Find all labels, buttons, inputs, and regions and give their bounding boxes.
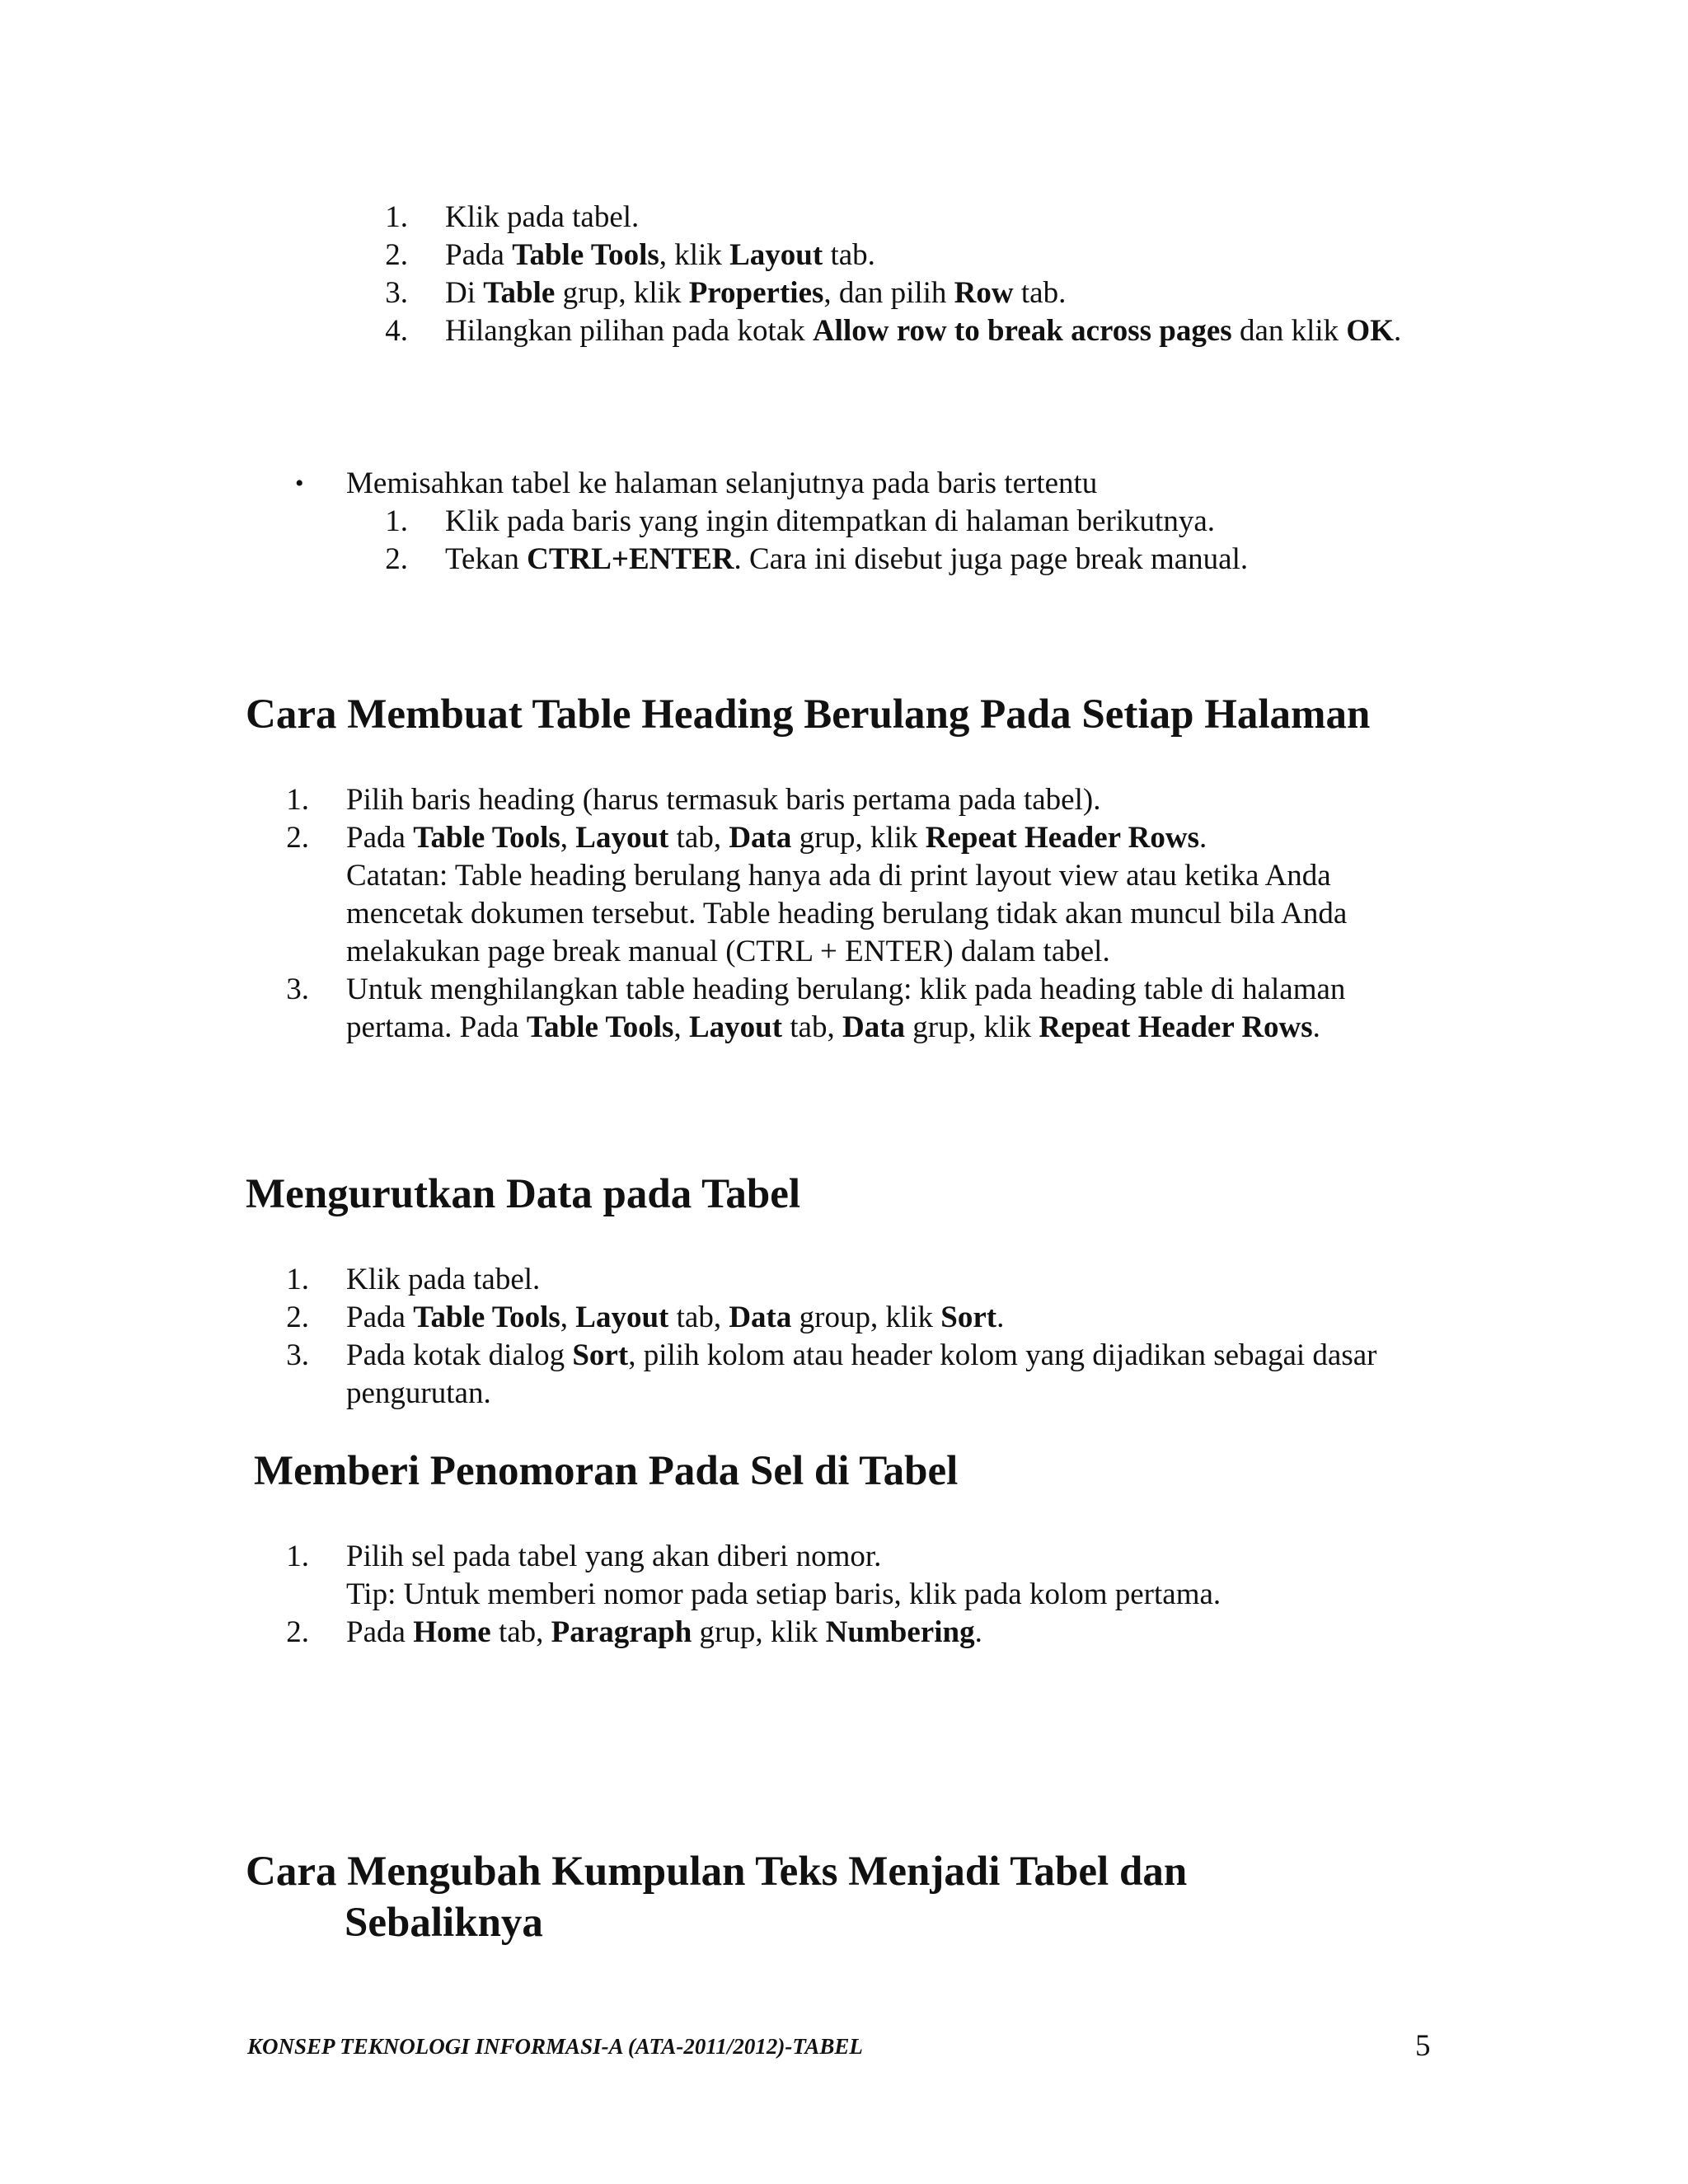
text-run: Hilangkan pilihan pada kotak xyxy=(445,314,813,348)
list-item xyxy=(247,1538,1434,1614)
text-run: Tekan xyxy=(445,542,528,576)
sort-data-steps xyxy=(247,1261,1434,1413)
bold-term: Table Tools xyxy=(413,821,560,855)
bold-term: Data xyxy=(729,1301,792,1334)
list-number: 3. xyxy=(286,1338,309,1372)
bold-term: Sort xyxy=(572,1338,629,1372)
list-number: 1. xyxy=(286,1263,309,1296)
text-run: grup, klik xyxy=(692,1615,826,1649)
text-run: Pada xyxy=(346,1301,414,1334)
bold-term: Home xyxy=(413,1615,491,1649)
text-run: Catatan: Table heading berulang hanya ada di print layout view atau ketika Anda mencetak dokumen tersebut. Table heading berulang tidak akan muncul bila Anda melakukan page break manual (CTRL + ENTER) dalam tabel. xyxy=(346,859,1348,968)
list-item xyxy=(346,312,1434,350)
list-number: 2. xyxy=(286,821,309,855)
heading-line-1: Cara Mengubah Kumpulan Teks Menjadi Tabel dan xyxy=(246,1849,1188,1895)
text-run: . xyxy=(1199,821,1207,855)
list-item xyxy=(346,541,1434,579)
text-run: tab. xyxy=(823,238,875,272)
list-item xyxy=(297,465,1451,503)
text-run: Tip: Untuk memberi nomor pada setiap baris, klik pada kolom pertama. xyxy=(346,1577,1221,1611)
text-run: tab, xyxy=(668,821,729,855)
bold-term: Sort xyxy=(940,1301,997,1334)
footer-title: KONSEP TEKNOLOGI INFORMASI-A (ATA-2011/2012)-TABEL xyxy=(247,2034,863,2059)
text-run: grup, klik xyxy=(905,1010,1039,1044)
list-item xyxy=(247,1261,1434,1299)
bold-term: Table Tools xyxy=(526,1010,674,1044)
list-item xyxy=(247,1614,1434,1652)
text-run: Pada xyxy=(346,1615,414,1649)
bold-term: Numbering xyxy=(825,1615,975,1649)
heading-line-2: Sebaliknya xyxy=(345,1900,543,1946)
list-item xyxy=(346,199,1434,237)
list-number: 1. xyxy=(286,1540,309,1573)
bold-term: Data xyxy=(842,1010,906,1044)
list-number: 2. xyxy=(286,1615,309,1649)
text-run: , pilih kolom atau header kolom yang dijadikan sebagai dasar pengurutan. xyxy=(346,1338,1377,1410)
list-item xyxy=(247,819,1434,971)
text-run: tab, xyxy=(490,1615,551,1649)
text-run: tab, xyxy=(782,1010,842,1044)
table-properties-steps xyxy=(346,199,1434,350)
section-heading-sort-data: Mengurutkan Data pada Tabel xyxy=(246,1171,801,1217)
text-run: group, klik xyxy=(791,1301,941,1334)
bold-term: Layout xyxy=(575,1301,669,1334)
list-number: 1. xyxy=(385,200,408,234)
text-run: Pada kotak dialog xyxy=(346,1338,573,1372)
section-heading-text-to-table xyxy=(246,1846,1187,1948)
bold-term: Layout xyxy=(729,238,823,272)
text-run: Pada xyxy=(346,821,414,855)
text-run: Pilih sel pada tabel yang akan diberi nomor. xyxy=(346,1540,882,1573)
list-number: 3. xyxy=(385,276,408,310)
text-run: , xyxy=(560,821,576,855)
text-run: , klik xyxy=(659,238,730,272)
text-run: Pada xyxy=(445,238,513,272)
text-run: . Cara ini disebut juga page break manual. xyxy=(734,542,1249,576)
list-item xyxy=(346,237,1434,274)
page-number: 5 xyxy=(1415,2029,1431,2063)
text-run: . xyxy=(1393,314,1402,348)
text-run: Klik pada baris yang ingin ditempatkan di halaman berikutnya. xyxy=(445,504,1215,538)
text-run: Untuk menghilangkan table heading berulang: klik pada heading table di halaman pertama. Pada xyxy=(346,972,1346,1044)
bold-term: Allow row to break across pages xyxy=(812,314,1232,348)
list-number: 4. xyxy=(385,314,408,348)
list-number: 2. xyxy=(385,542,408,576)
bold-term: Repeat Header Rows xyxy=(1039,1010,1313,1044)
text-run: , xyxy=(560,1301,576,1334)
bold-term: Layout xyxy=(575,821,669,855)
bold-term: Repeat Header Rows xyxy=(925,821,1200,855)
bold-term: Properties xyxy=(688,276,824,310)
bold-term: Table Tools xyxy=(512,238,659,272)
split-table-steps xyxy=(346,503,1434,579)
text-run: , dan pilih xyxy=(823,276,954,310)
bold-term: Row xyxy=(954,276,1014,310)
bold-term: Table xyxy=(483,276,556,310)
text-run: grup, klik xyxy=(555,276,689,310)
list-number: 3. xyxy=(286,972,309,1006)
bullet-text: Memisahkan tabel ke halaman selanjutnya pada baris tertentu xyxy=(346,466,1098,500)
text-run: Di xyxy=(445,276,484,310)
list-item xyxy=(247,1299,1434,1337)
split-table-bullet-list xyxy=(297,465,1451,503)
text-run: tab, xyxy=(668,1301,729,1334)
list-item xyxy=(247,1337,1434,1413)
list-number: 1. xyxy=(385,504,408,538)
text-run: Klik pada tabel. xyxy=(445,200,640,234)
list-item xyxy=(346,274,1434,312)
list-item xyxy=(247,781,1434,819)
list-number: 1. xyxy=(286,783,309,817)
bold-term: Layout xyxy=(688,1010,783,1044)
text-run: . xyxy=(1312,1010,1320,1044)
section-heading-repeat-header: Cara Membuat Table Heading Berulang Pada Setiap Halaman xyxy=(246,691,1371,738)
list-number: 2. xyxy=(286,1301,309,1334)
list-item xyxy=(247,971,1434,1047)
bold-term: Table Tools xyxy=(413,1301,560,1334)
text-run: tab. xyxy=(1013,276,1067,310)
repeat-header-steps xyxy=(247,781,1434,1047)
bold-term: OK xyxy=(1346,314,1394,348)
text-run: dan klik xyxy=(1231,314,1347,348)
list-number: 2. xyxy=(385,238,408,272)
bold-term: CTRL+ENTER xyxy=(527,542,734,576)
text-run: Klik pada tabel. xyxy=(346,1263,541,1296)
text-run: grup, klik xyxy=(791,821,926,855)
text-run: Pilih baris heading (harus termasuk baris pertama pada tabel). xyxy=(346,783,1101,817)
text-run: . xyxy=(974,1615,982,1649)
text-run: . xyxy=(996,1301,1005,1334)
bold-term: Paragraph xyxy=(551,1615,692,1649)
list-item xyxy=(346,503,1434,541)
bold-term: Data xyxy=(729,821,792,855)
cell-numbering-steps xyxy=(247,1538,1434,1652)
text-run: , xyxy=(673,1010,689,1044)
bullet-glyph: • xyxy=(295,470,304,497)
section-heading-cell-numbering: Memberi Penomoran Pada Sel di Tabel xyxy=(254,1448,959,1494)
